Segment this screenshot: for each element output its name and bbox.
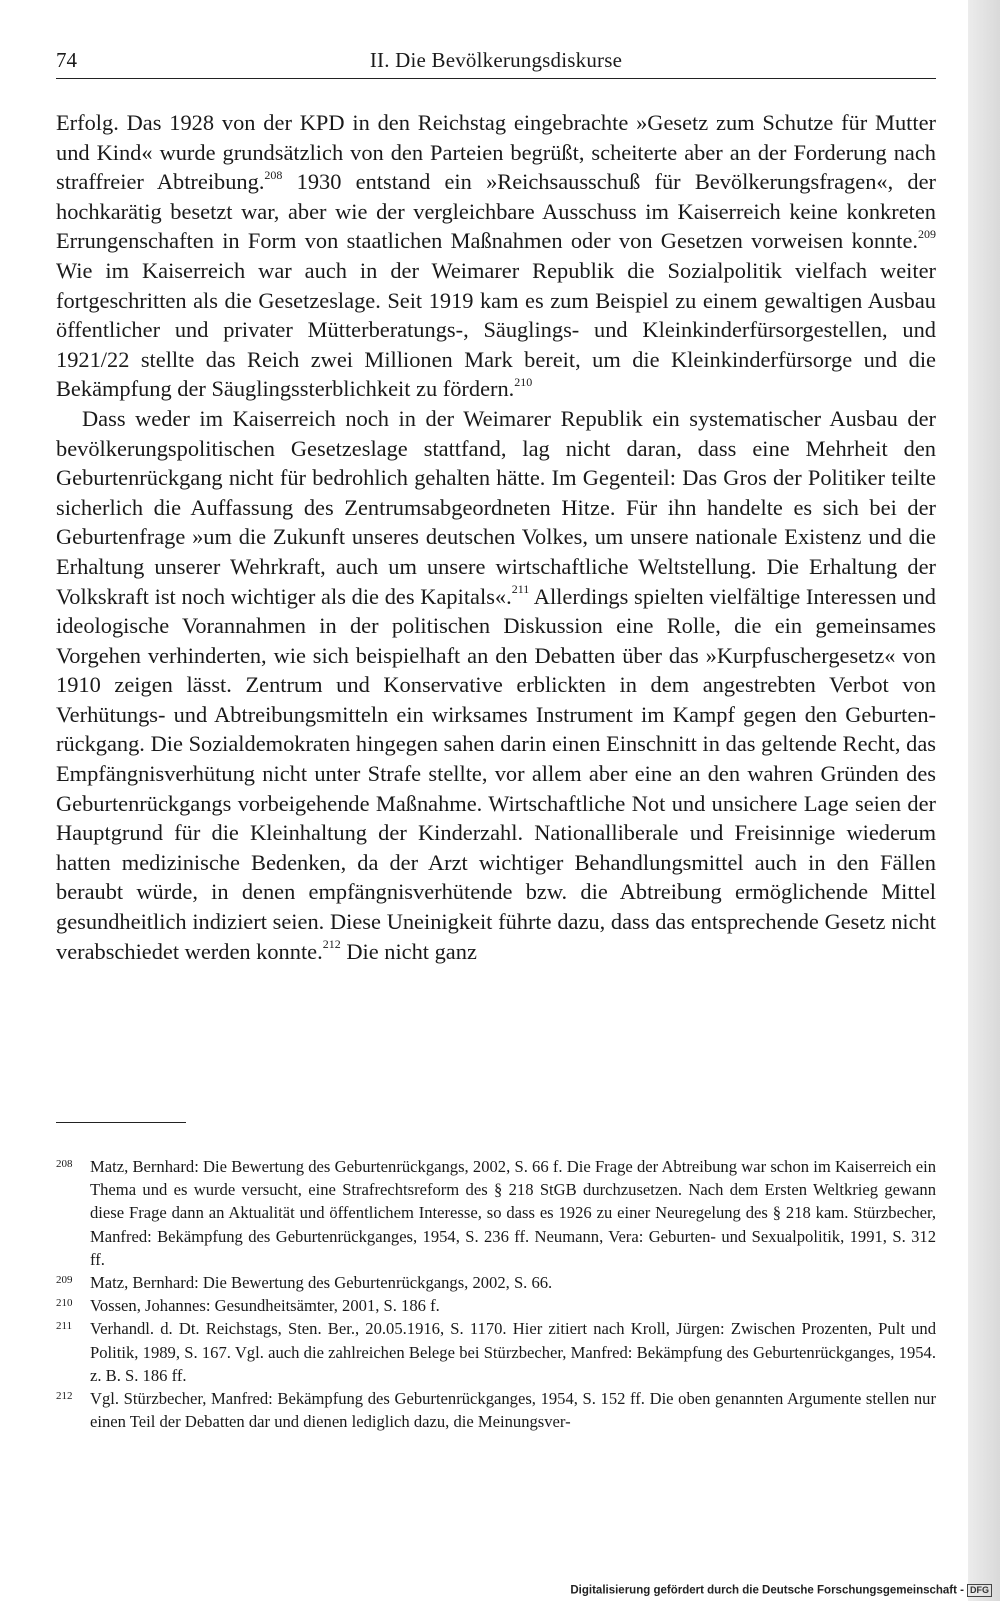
footnote-ref-209[interactable]: 209 xyxy=(918,226,936,241)
paragraph-1-part-1: Erfolg. Das 1928 von der KPD in den Reichstag eingebrachte »Gesetz zum Schutze für Mutter und Kind« wurde grundsätzlich von den Parteien begrüßt, scheiterte aber an der Forderung nach straffreier Abtreibung. xyxy=(56,110,936,195)
page-number: 74 xyxy=(56,48,77,72)
footnote-number: 208 xyxy=(56,1158,73,1170)
dfg-logo: DFG xyxy=(967,1584,992,1597)
paragraph-1-part-2: 1930 entstand ein »Reichsausschuß für Bevölkerungsfragen«, der hochkarätig besetzt war, aber wie der vergleichbare Ausschuss im Kaiserreich keine konkreten Errungenschaften in Form von staatlichen Maßnahmen oder von Gesetzen vorweisen konnte. xyxy=(56,169,936,254)
footnote-number: 209 xyxy=(56,1274,73,1287)
footnote-text: Vgl. Stürzbecher, Manfred: Bekämpfung des Geburtenrückganges, 1954, S. 152 ff. Die oben genannten Argumente stellen nur einen Teil der Debatten dar und dienen lediglich dazu, die Meinungsver- xyxy=(90,1389,936,1432)
paragraph-2 xyxy=(56,404,936,966)
footnote-210 xyxy=(56,1294,936,1317)
footnote-ref-210[interactable]: 210 xyxy=(514,374,533,389)
credit-text: Digitalisierung gefördert durch die Deutsche Forschungsgemeinschaft - xyxy=(570,1584,964,1597)
paragraph-1-part-3: Wie im Kaiserreich war auch in der Weimarer Republik die Sozialpolitik vielfach weiter fortgeschritten als die Gesetzeslage. Seit 1919 kam es zum Beispiel zu einem gewaltigen Ausbau öffentlicher und privater Mütterberatungs-, Säuglings- und Kleinkinderfürsorgestellen, und 1921/22 stellte das Reich zwei Millionen Mark bereit, um die Kleinkinderfürsorge und die Bekämpfung der Säuglingssterblichkeit zu fördern. xyxy=(56,257,936,402)
footnote-ref-211[interactable]: 211 xyxy=(511,582,530,597)
footnote-211 xyxy=(56,1317,936,1387)
page-header xyxy=(56,44,936,79)
paragraph-2-part-2: Allerdings spielten vielfältige Interessen und ideologische Vorannahmen in der politischen Diskussion eine Rolle, die ein gemeinsames Vorgehen verhinderten, wie sich beispielhaft an den Debatten über das »Kurpfuschergesetz« von 1910 zeigen lässt. Zentrum und Konservative erblickten in dem angestrebten Verbot von Verhütungs- und Abtreibungsmitteln ein wirksames Instrument im Kampf gegen den Geburtenrückgang. Die Sozialdemokraten hingegen sahen darin einen Einschnitt in das geltende Recht, das Empfängnisverhütung nicht unter Strafe stellte, vor allem aber eine an den wahren Gründen des Geburtenrückgangs vorbeigehende Maßnahme. Wirtschaftliche Not und unsichere Lage seien der Hauptgrund für die Kleinhaltung der Kinderzahl. Nationalliberale und Freisinnige wiederum hatten medizinische Bedenken, da der Arzt wichtiger Behandlungsmittel auch in den Fällen beraubt würde, in denen empfängnisverhütende bzw. die Abtreibung ermöglichende Mittel gesundheitlich indiziert seien. Diese Uneinigkeit führte dazu, dass das entsprechende Gesetz nicht verabschiedet werden konnte. xyxy=(56,583,936,964)
footnotes xyxy=(56,1155,936,1433)
scan-edge xyxy=(968,0,1000,1601)
footnote-text: Vossen, Johannes: Gesundheitsämter, 2001, S. 186 f. xyxy=(90,1296,440,1316)
footnote-separator xyxy=(56,1122,186,1123)
footnote-text: Verhandl. d. Dt. Reichstags, Sten. Ber., 20.05.1916, S. 1170. Hier zitiert nach Kroll, Jürgen: Zwischen Prozenten, Pult und Politik, 1989, S. 167. Vgl. auch die zahlreichen Belege bei Stürzbecher, Manfred: Bekämpfung des Geburtenrückganges, 1954. z. B. S. 186 ff. xyxy=(90,1319,936,1385)
footnote-208 xyxy=(56,1155,936,1271)
footnote-text: Matz, Bernhard: Die Bewertung des Geburtenrückgangs, 2002, S. 66. xyxy=(90,1273,553,1293)
digitization-credit xyxy=(570,1584,992,1597)
footnote-number: 210 xyxy=(56,1297,73,1310)
footnote-ref-212[interactable]: 212 xyxy=(322,937,341,952)
footnote-209 xyxy=(56,1271,936,1294)
paragraph-2-part-3: Die nicht ganz xyxy=(340,938,477,964)
footnote-ref-208[interactable]: 208 xyxy=(264,167,283,182)
footnote-number: 212 xyxy=(56,1390,73,1403)
running-head: II. Die Bevölkerungsdiskurse xyxy=(369,48,623,72)
footnote-number: 211 xyxy=(56,1320,73,1333)
paragraph-2-part-1: Dass weder im Kaiserreich noch in der Weimarer Republik ein systematischer Ausbau der bevölkerungspolitischen Gesetzeslage stattfand, lag nicht daran, dass eine Mehrheit den Geburtenrückgang nicht für bedrohlich gehalten hätte. Im Gegenteil: Das Gros der Politiker teilte sicherlich die Auffassung des Zentrumsabgeordneten Hitze. Für ihn handelte es sich bei der Geburtenfrage »um die Zukunft unseres deutschen Volkes, um unsere nationale Existenz und die Erhaltung unserer Wehrkraft, auch um unsere wirtschaftliche Weltstellung. Die Erhaltung der Volkskraft ist noch wichtiger als die des Kapitals«. xyxy=(56,405,936,609)
paragraph-1 xyxy=(56,108,936,404)
body-text xyxy=(56,108,936,966)
footnote-212 xyxy=(56,1387,936,1433)
footnote-text: Matz, Bernhard: Die Bewertung des Geburtenrückgangs, 2002, S. 66 f. Die Frage der Abtreibung war schon im Kaiserreich ein Thema und es wurde versucht, eine Strafrechtsreform des § 218 StGB durchzusetzen. Nach dem Ersten Weltkrieg gewann diese Frage dann an Aktualität und öffentlichem Interesse, so dass es 1926 zu einer Neuregelung des § 218 kam. Stürzbecher, Manfred: Bekämpfung des Geburtenrückganges, 1954, S. 236 ff. Neumann, Vera: Geburten- und Sexualpolitik, 1991, S. 312 ff. xyxy=(90,1157,936,1269)
